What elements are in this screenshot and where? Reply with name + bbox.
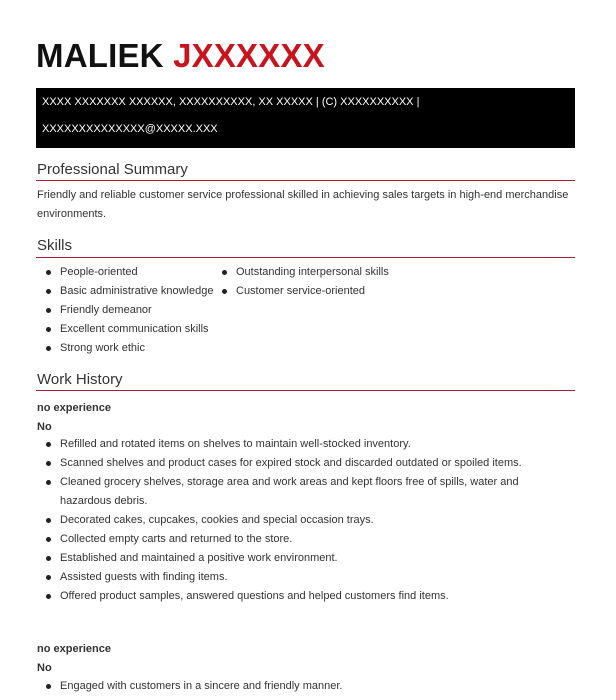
skill-item: People-oriented: [37, 263, 213, 282]
skill-item: Friendly demeanor: [37, 301, 213, 320]
skill-item: Basic administrative knowledge: [37, 282, 213, 301]
last-name: JXXXXXX: [173, 37, 325, 74]
job-company: No: [37, 421, 52, 433]
job-duties-list: [37, 677, 557, 696]
summary-text: Friendly and reliable customer service professional skilled in achieving sales targets in high-end merchandise environments.: [37, 189, 569, 220]
skill-item: Strong work ethic: [37, 339, 213, 358]
skills-divider: [36, 257, 575, 258]
skills-list-left: [37, 263, 213, 358]
job-title: no experience: [37, 402, 111, 414]
job-duty: Assisted guests with finding items.: [37, 568, 557, 587]
job-company: No: [37, 662, 52, 674]
job-duty: Scanned shelves and product cases for expired stock and discarded outdated or spoiled items.: [37, 454, 557, 473]
job-duty: Decorated cakes, cupcakes, cookies and special occasion trays.: [37, 511, 557, 530]
skills-heading: Skills: [37, 237, 73, 254]
work-history-divider: [36, 390, 575, 391]
skill-item: Excellent communication skills: [37, 320, 213, 339]
skill-item: Customer service-oriented: [213, 282, 389, 301]
summary-divider: [36, 180, 575, 181]
contact-email: XXXXXXXXXXXXXX@XXXXX.XXX: [42, 123, 218, 135]
job-duty: Collected empty carts and returned to the store.: [37, 530, 557, 549]
skills-list-right: [213, 263, 389, 301]
job-title: no experience: [37, 643, 111, 655]
job-duties-list: [37, 435, 557, 606]
job-duty: Engaged with customers in a sincere and friendly manner.: [37, 677, 557, 696]
job-duty: Established and maintained a positive work environment.: [37, 549, 557, 568]
job-duty: Refilled and rotated items on shelves to maintain well-stocked inventory.: [37, 435, 557, 454]
first-name: MALIEK: [36, 37, 164, 74]
contact-address-phone: XXXX XXXXXXX XXXXXX, XXXXXXXXXX, XX XXXXX | (C) XXXXXXXXXX |: [42, 96, 420, 108]
job-duty: Cleaned grocery shelves, storage area and work areas and kept floors free of spills, water and hazardous debris.: [37, 473, 557, 511]
contact-bar: [36, 88, 575, 148]
candidate-name: [36, 38, 325, 74]
job-duty: Offered product samples, answered questions and helped customers find items.: [37, 587, 557, 606]
work-history-heading: Work History: [37, 371, 123, 388]
summary-heading: Professional Summary: [37, 161, 188, 178]
skill-item: Outstanding interpersonal skills: [213, 263, 389, 282]
